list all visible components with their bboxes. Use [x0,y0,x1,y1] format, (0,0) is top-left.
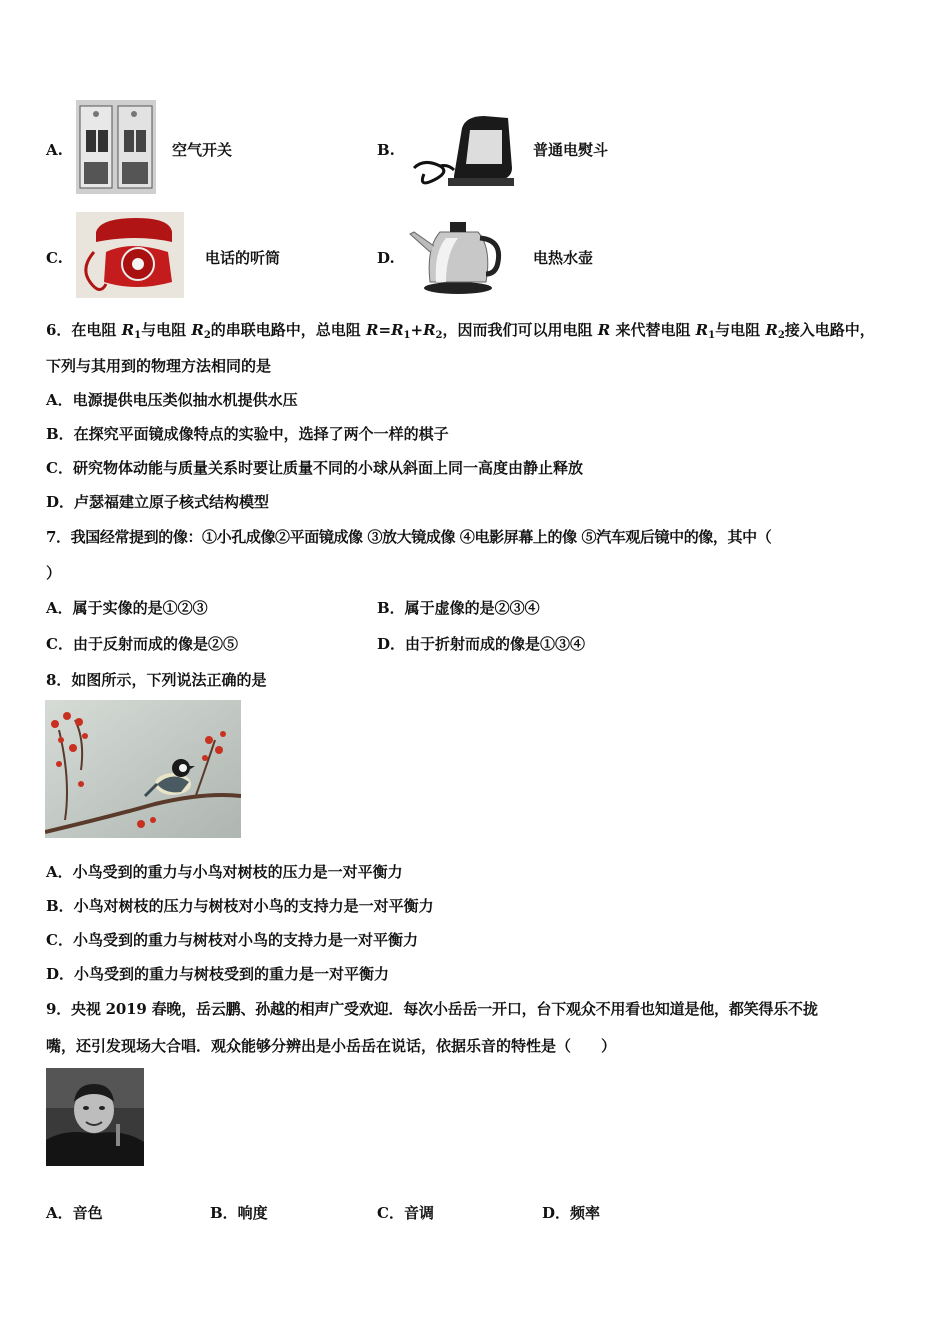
q9-stem-line2: 嘴，还引发现场大合唱．观众能够分辨出是小岳岳在说话，依据乐音的特性是（ ） [46,1037,617,1055]
q9-option-d: D．频率 [542,1204,601,1222]
q6-stem-line2: 下列与其用到的物理方法相同的是 [46,357,272,375]
q6-option-d: D．卢瑟福建立原子核式结构模型 [46,493,270,511]
q8-stem: 8．如图所示，下列说法正确的是 [46,671,267,689]
q8-option-c: C．小鸟受到的重力与树枝对小鸟的支持力是一对平衡力 [46,931,418,949]
q8-option-d: D．小鸟受到的重力与树枝受到的重力是一对平衡力 [46,965,390,983]
air-switch-image [76,100,156,194]
option-d-label: D. [377,249,395,267]
q7-option-a: A．属于实像的是①②③ [46,599,208,617]
option-c-label: C. [46,249,63,267]
q7-stem-line1: 7．我国经常提到的像：①小孔成像②平面镜成像 ③放大镜成像 ④电影屏幕上的像 ⑤汽车观后镜中的像，其中（ [46,528,772,546]
q9-stem-line1: 9．央视 2019 春晚，岳云鹏、孙越的相声广受欢迎．每次小岳岳一开口，台下观众不用看也知道是他，都笑得乐不拢 [46,1000,818,1018]
q8-option-b: B．小鸟对树枝的压力与树枝对小鸟的支持力是一对平衡力 [46,897,434,915]
q7-option-c: C．由于反射而成的像是②⑤ [46,635,238,653]
q7-option-b: B．属于虚像的是②③④ [377,599,540,617]
q9-option-a: A．音色 [46,1204,103,1222]
option-b-label: B. [377,141,395,159]
option-d-text: 电热水壶 [533,249,594,267]
option-b-text: 普通电熨斗 [533,141,609,159]
q6-option-b: B．在探究平面镜成像特点的实验中，选择了两个一样的棋子 [46,425,449,443]
electric-kettle-image [406,208,506,298]
q6-option-c: C．研究物体动能与质量关系时要让质量不同的小球从斜面上同一高度由静止释放 [46,459,583,477]
q7-stem-line2: ） [46,564,62,582]
performer-photo-image [46,1068,144,1166]
q8-option-a: A．小鸟受到的重力与小鸟对树枝的压力是一对平衡力 [46,863,403,881]
option-c-text: 电话的听筒 [205,249,281,267]
telephone-image [76,212,184,298]
option-a-text: 空气开关 [172,141,233,159]
q6-stem-line1: 6．在电阻 $R_1$与电阻 $R_2$的串联电路中，总电阻 $R=R_1+R_2$，因而我们可以用电阻 R 来代替电阻 $R_1$与电阻 $R_2$接入电路中， [46,321,875,341]
electric-iron-image [404,108,516,196]
q9-option-b: B．响度 [210,1204,268,1222]
bird-on-branch-image [45,700,241,838]
option-a-label: A. [46,141,63,159]
q9-option-c: C．音调 [377,1204,434,1222]
q6-option-a: A．电源提供电压类似抽水机提供水压 [46,391,298,409]
q7-option-d: D．由于折射而成的像是①③④ [377,635,586,653]
